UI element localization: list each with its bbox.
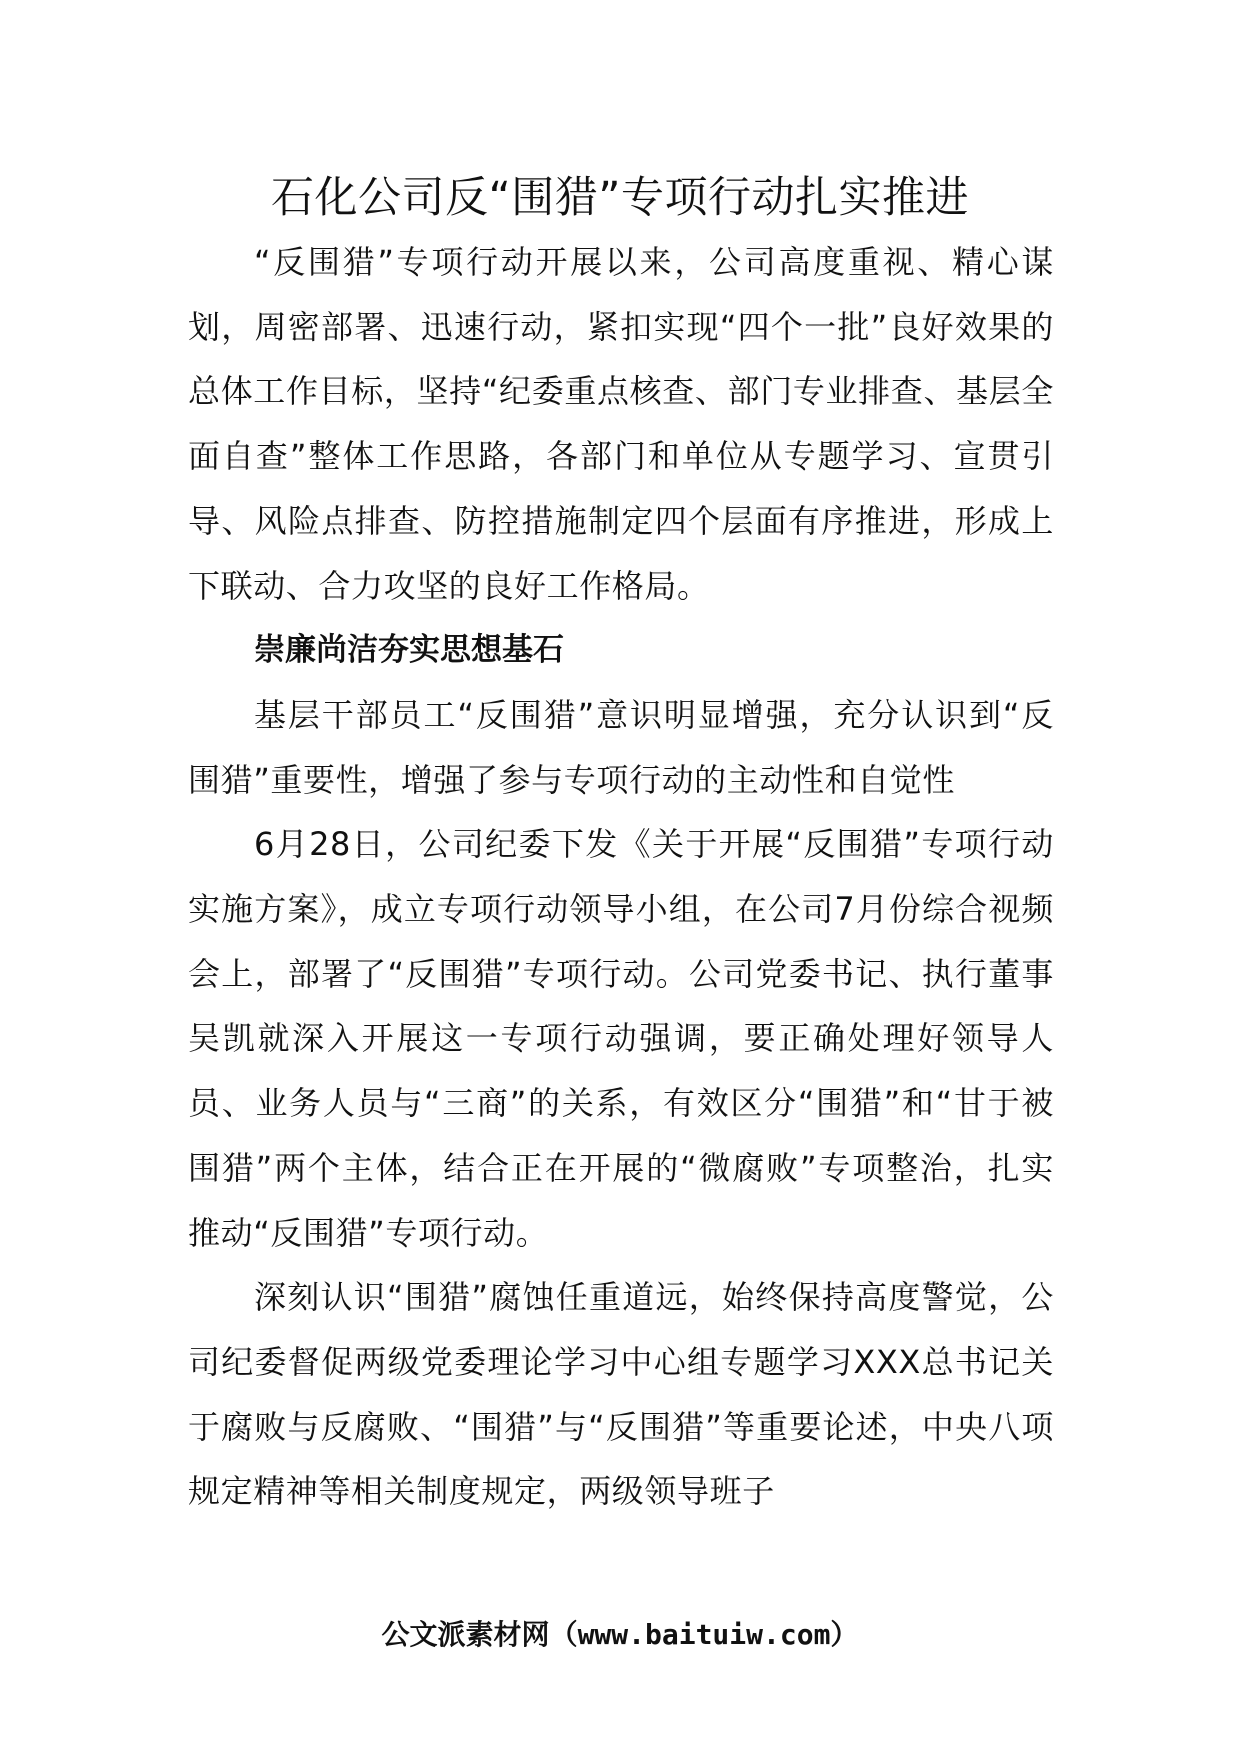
footer-watermark	[0, 1615, 1240, 1655]
document-title: 石化公司反“围猎”专项行动扎实推进	[270, 173, 970, 223]
document-body	[188, 230, 1054, 1524]
section-heading: 崇廉尚洁夯实思想基石	[254, 632, 564, 669]
paragraph-deployment: 6月28日，公司纪委下发《关于开展“反围猎”专项行动实施方案》，成立专项行动领导小组，在公司7月份综合视频会上，部署了“反围猎”专项行动。公司党委书记、执行董事吴凯就深入开展这一专项行动强调，要正确处理好领导人员、业务人员与“三商”的关系，有效区分“围猎”和“甘于被围猎”两个主体，结合正在开展的“微腐败”专项整治，扎实推动“反围猎”专项行动。	[188, 825, 1054, 1252]
footer-site-url: （www.baituiw.com）	[549, 1618, 859, 1651]
paragraph-awareness: 基层干部员工“反围猎”意识明显增强，充分认识到“反围猎”重要性，增强了参与专项行动的主动性和自觉性	[188, 695, 1054, 799]
footer-site-name: 公文派素材网	[381, 1618, 550, 1651]
paragraph-intro: “反围猎”专项行动开展以来，公司高度重视、精心谋划，周密部署、迅速行动，紧扣实现“四个一批”良好效果的总体工作目标，坚持“纪委重点核查、部门专业排查、基层全面自查”整体工作思路，各部门和单位从专题学习、宣贯引导、风险点排查、防控措施制定四个层面有序推进，形成上下联动、合力攻坚的良好工作格局。	[188, 243, 1054, 605]
paragraph-study: 深刻认识“围猎”腐蚀任重道远，始终保持高度警觉，公司纪委督促两级党委理论学习中心组专题学习XXX总书记关于腐败与反腐败、“围猎”与“反围猎”等重要论述，中央八项规定精神等相关制度规定，两级领导班子	[188, 1278, 1054, 1511]
